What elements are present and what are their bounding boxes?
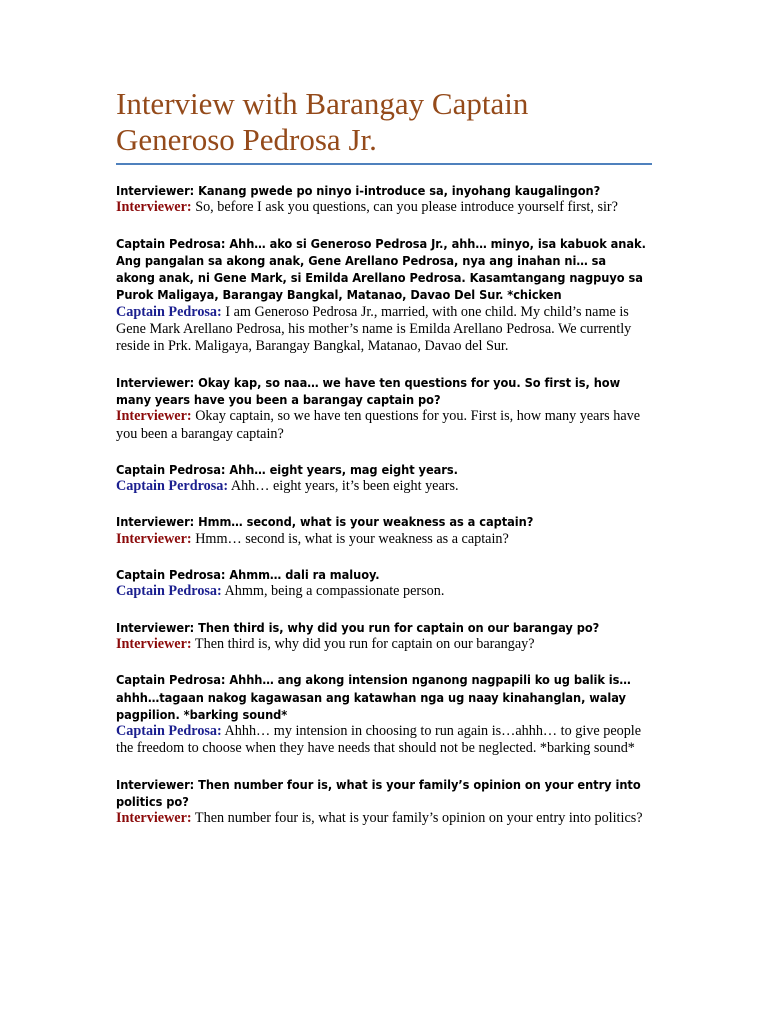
speaker-label: Interviewer: [116,810,192,827]
exchange [116,235,646,356]
speaker-label: Captain Pedrosa: [116,723,222,740]
original-line [116,182,646,199]
exchange [116,566,646,601]
exchange [116,513,646,548]
speaker-label: Captain Pedrosa: [116,303,222,320]
exchange [116,182,646,217]
speaker-label: Interviewer: [116,619,195,635]
dialogue-text: Ahhh… my intension in choosing to run again is…ahhh… to give people the freedom to choose when they have needs that should not be neglected. *barking sound* [116,723,642,757]
original-line [116,235,646,304]
original-line [116,619,646,636]
dialogue-text: Then number four is, what is your family’s opinion on your entry into politics? [191,810,643,827]
translation-line [116,199,646,216]
exchange [116,374,646,443]
dialogue-text: Okay kap, so naa… we have ten questions for you. So first is, how many years have you been a barangay captain po? [116,374,621,407]
speaker-label: Captain Pedrosa: [116,567,226,583]
translation-line [116,723,646,758]
speaker-label: Captain Pedrosa [116,235,221,251]
speaker-label: Interviewer: [116,530,192,547]
exchange [116,671,646,757]
dialogue-text: Hmm… second is, what is your weakness as a captain? [191,530,509,547]
page-title: Interview with Barangay Captain Generoso Pedrosa Jr. [116,86,652,165]
dialogue-text: I am Generoso Pedrosa Jr., married, with one child. My child’s name is Gene Mark Arellano Pedrosa, his mother’s name is Emilda Arellano Pedrosa. We currently reside in Prk. Maligaya, Barangay Bangkal, Matanao, Davao del Sur. [116,303,632,355]
translation-line [116,583,646,600]
translation-line [116,810,646,827]
translation-line [116,531,646,548]
speaker-label: Interviewer: [116,183,195,198]
original-line [116,374,646,409]
dialogue-text: Ahmm, being a compassionate person. [221,583,445,600]
speaker-label: Interviewer: [116,374,195,390]
dialogue-text: So, before I ask you questions, can you please introduce yourself first, sir? [191,199,618,216]
speaker-label: Captain Perdrosa: [116,478,229,495]
dialogue-text: Okay captain, so we have ten questions for you. First is, how many years have you been a barangay captain? [116,408,641,442]
translation-line [116,636,646,653]
dialogue-text: : Ahh… ako si Generoso Pedrosa Jr., ahh… minyo, isa kabuok anak. Ang pangalan sa akong anak, Gene Arellano Pedrosa, nya ang inahan ni… sa akong anak, ni Gene Mark, si Emilda Arellano Pedrosa. Kasamtangang nagpuyo sa Purok Maligaya, Barangay Bangkal, Matanao, Davao Del Sur. *chicken [116,235,646,303]
dialogue-text: Then third is, why did you run for captain on our barangay po? [194,619,600,635]
dialogue-text: Ahh… eight years, it’s been eight years. [228,478,459,495]
exchange [116,619,646,654]
dialogue-text: Then third is, why did you run for captain on our barangay? [191,635,535,652]
speaker-label: Interviewer: [116,199,192,216]
original-line [116,671,646,723]
speaker-label: Captain Pedrosa: [116,583,222,600]
dialogue-text: Kanang pwede po ninyo i-introduce sa, inyohang kaugalingon? [194,183,601,198]
speaker-label: Interviewer: [116,514,195,530]
translation-line [116,478,646,495]
dialogue-text: Ahmm… dali ra maluoy. [225,567,380,583]
original-line [116,566,646,583]
original-line [116,513,646,530]
exchange [116,776,646,828]
speaker-label: Captain Pedrosa: [116,461,226,477]
original-line [116,461,646,478]
dialogue-text: Ahhh… ang akong intension nganong nagpapili ko ug balik is… ahhh…tagaan nakog kagawasan ang katawhan nga ug naay kinahanglan, walay pagpilion. *barking sound* [116,672,631,722]
speaker-label: Interviewer: [116,776,195,792]
translation-line [116,304,646,356]
dialogue-text: Then number four is, what is your family’s opinion on your entry into politics po? [116,776,641,810]
speaker-label: Interviewer: [116,408,192,425]
dialogue-text: Hmm… second, what is your weakness as a captain? [194,514,534,530]
original-line [116,776,646,811]
exchange [116,461,646,496]
speaker-label: Captain Pedrosa: [116,672,226,688]
dialogue-text: Ahh… eight years, mag eight years. [225,461,458,477]
speaker-label: Interviewer: [116,635,192,652]
transcript [116,182,646,828]
translation-line [116,408,646,443]
